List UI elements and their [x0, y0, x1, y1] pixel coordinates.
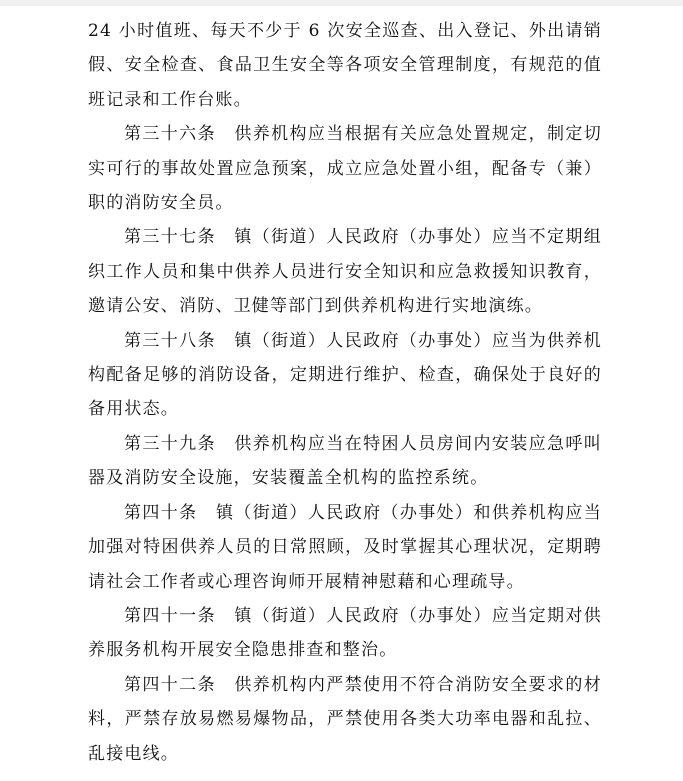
paragraph-article-38: 第三十八条 镇（街道）人民政府（办事处）应当为供养机构配备足够的消防设备，定期进行维护、检查，确保处于良好的备用状态。: [88, 330, 602, 420]
document-body: [88, 14, 602, 771]
paragraph-article-36: 第三十六条 供养机构应当根据有关应急处置规定，制定切实可行的事故处置应急预案，成立应急处置小组，配备专（兼）职的消防安全员。: [88, 124, 602, 214]
paragraph-article-40: 第四十条 镇（街道）人民政府（办事处）和供养机构应当加强对特困供养人员的日常照顾，及时掌握其心理状况，定期聘请社会工作者或心理咨询师开展精神慰藉和心理疏导。: [88, 502, 602, 592]
page-top-rule: [0, 0, 683, 6]
paragraph-duty-rules: 24 小时值班、每天不少于 6 次安全巡查、出入登记、外出请销假、安全检查、食品卫生安全等各项安全管理制度，有规范的值班记录和工作台账。: [88, 21, 602, 110]
paragraph-article-39: 第三十九条 供养机构应当在特困人员房间内安装应急呼叫器及消防安全设施，安装覆盖全机构的监控系统。: [88, 433, 602, 489]
paragraph-article-41: 第四十一条 镇（街道）人民政府（办事处）应当定期对供养服务机构开展安全隐患排查和整治。: [88, 605, 602, 661]
paragraph-article-37: 第三十七条 镇（街道）人民政府（办事处）应当不定期组织工作人员和集中供养人员进行安全知识和应急救援知识教育，邀请公安、消防、卫健等部门到供养机构进行实地演练。: [88, 227, 602, 317]
paragraph-article-42: 第四十二条 供养机构内严禁使用不符合消防安全要求的材料，严禁存放易燃易爆物品，严禁使用各类大功率电器和乱拉、乱接电线。: [88, 674, 602, 764]
